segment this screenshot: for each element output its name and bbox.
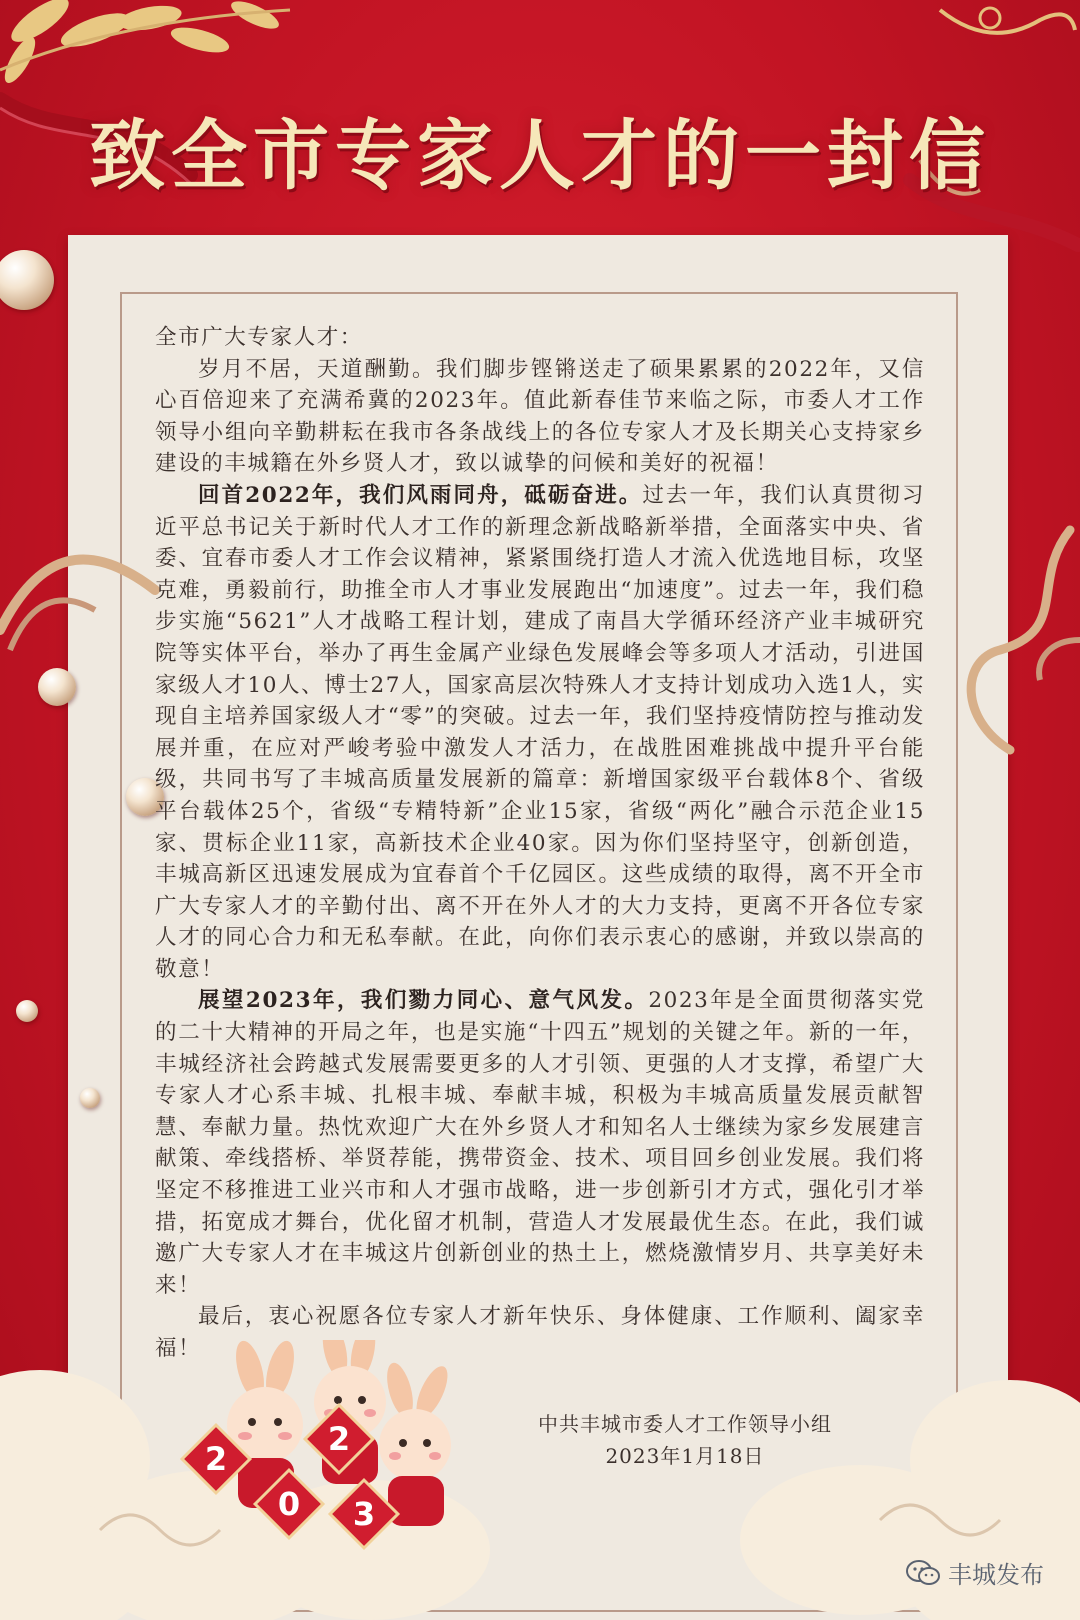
- watermark-text: 丰城发布: [948, 1561, 1044, 1589]
- signature-date: 2023年1月18日: [605, 1444, 765, 1468]
- signature-org: 中共丰城市委人才工作领导小组: [538, 1412, 832, 1436]
- year-card-digit: 2: [204, 1440, 228, 1478]
- paragraph: [155, 480, 925, 986]
- paragraph: [155, 985, 925, 1301]
- letter-body: [155, 322, 925, 1365]
- wechat-icon: [906, 1560, 940, 1586]
- paragraph-text: 岁月不居，天道酬勤。我们脚步铿锵送走了硕果累累的2022年，又信心百倍迎来了充满希冀的2023年。值此新春佳节来临之际，市委人才工作领导小组向辛勤耕耘在我市各条战线上的各位专家人才及长期关心支持家乡建设的丰城籍在外乡贤人才，致以诚挚的问候和美好的祝福！: [155, 356, 925, 477]
- year-card-digit: 0: [277, 1485, 301, 1523]
- page-title: 致全市专家人才的一封信: [89, 111, 991, 200]
- swirl-ornament: [930, 0, 1080, 60]
- year-card-digit: 2: [327, 1420, 351, 1458]
- pearl-decoration: [0, 250, 54, 310]
- gold-leaves-decoration: [0, 0, 300, 90]
- paragraph-text: 最后，衷心祝愿各位专家人才新年快乐、身体健康、工作顺利、阖家幸福！: [155, 1304, 925, 1361]
- rabbit-illustration: [170, 1340, 470, 1570]
- paragraph-heading: 展望2023年，我们勠力同心、意气风发。: [198, 988, 649, 1014]
- paragraph: [155, 354, 925, 480]
- salutation: 全市广大专家人才：: [155, 325, 363, 350]
- pearl-decoration: [16, 1000, 38, 1022]
- watermark: [906, 1555, 1044, 1590]
- gold-ribbon-decoration: [940, 520, 1080, 760]
- paragraph-text: 2023年是全面贯彻落实党的二十大精神的开局之年，也是实施“十四五”规划的关键之年。新的一年，丰城经济社会跨越式发展需要更多的人才引领、更强的人才支撑，希望广大专家人才心系丰城、扎根丰城、奉献丰城，积极为丰城高质量发展贡献智慧、奉献力量。热忱欢迎广大在外乡贤人才和知名人士继续为家乡发展建言献策、牵线搭桥、举贤荐能，携带资金、技术、项目回乡创业发展。我们将坚定不移推进工业兴市和人才强市战略，进一步创新引才方式，强化引才举措，拓宽成才舞台，优化留才机制，营造人才发展最优生态。在此，我们诚邀广大专家人才在丰城这片创新创业的热土上，燃烧激情岁月、共享美好未来！: [155, 988, 925, 1298]
- paragraph-text: 过去一年，我们认真贯彻习近平总书记关于新时代人才工作的新理念新战略新举措，全面落实中央、省委、宜春市委人才工作会议精神，紧紧围绕打造人才流入优选地目标，攻坚克难，勇毅前行，助推全市人才事业发展跑出“加速度”。过去一年，我们稳步实施“5621”人才战略工程计划，建成了南昌大学循环经济产业丰城研究院等实体平台，举办了再生金属产业绿色发展峰会等多项人才活动，引进国家级人才10人、博士27人，国家高层次特殊人才支持计划成功入选1人，实现自主培养国家级人才“零”的突破。过去一年，我们坚持疫情防控与推动发展并重，在应对严峻考验中激发人才活力，在战胜困难挑战中提升平台能级，共同书写了丰城高质量发展新的篇章：新增国家级平台载体8个、省级平台载体25个，省级“专精特新”企业15家，省级“两化”融合示范企业15家、贯标企业11家，高新技术企业40家。因为你们坚持坚守，创新创造，丰城高新区迅速发展成为宜春首个千亿园区。这些成绩的取得，离不开全市广大专家人才的辛勤付出、离不开在外人才的大力支持，更离不开各位专家人才的同心合力和无私奉献。在此，向你们表示衷心的感谢，并致以崇高的敬意！: [155, 482, 925, 982]
- pearl-decoration: [38, 668, 76, 706]
- year-card-digit: 3: [352, 1495, 376, 1533]
- paragraph-heading: 回首2022年，我们风雨同舟，砥砺奋进。: [198, 482, 643, 508]
- gold-ribbon-decoration: [0, 540, 160, 670]
- pearl-decoration: [80, 1088, 100, 1108]
